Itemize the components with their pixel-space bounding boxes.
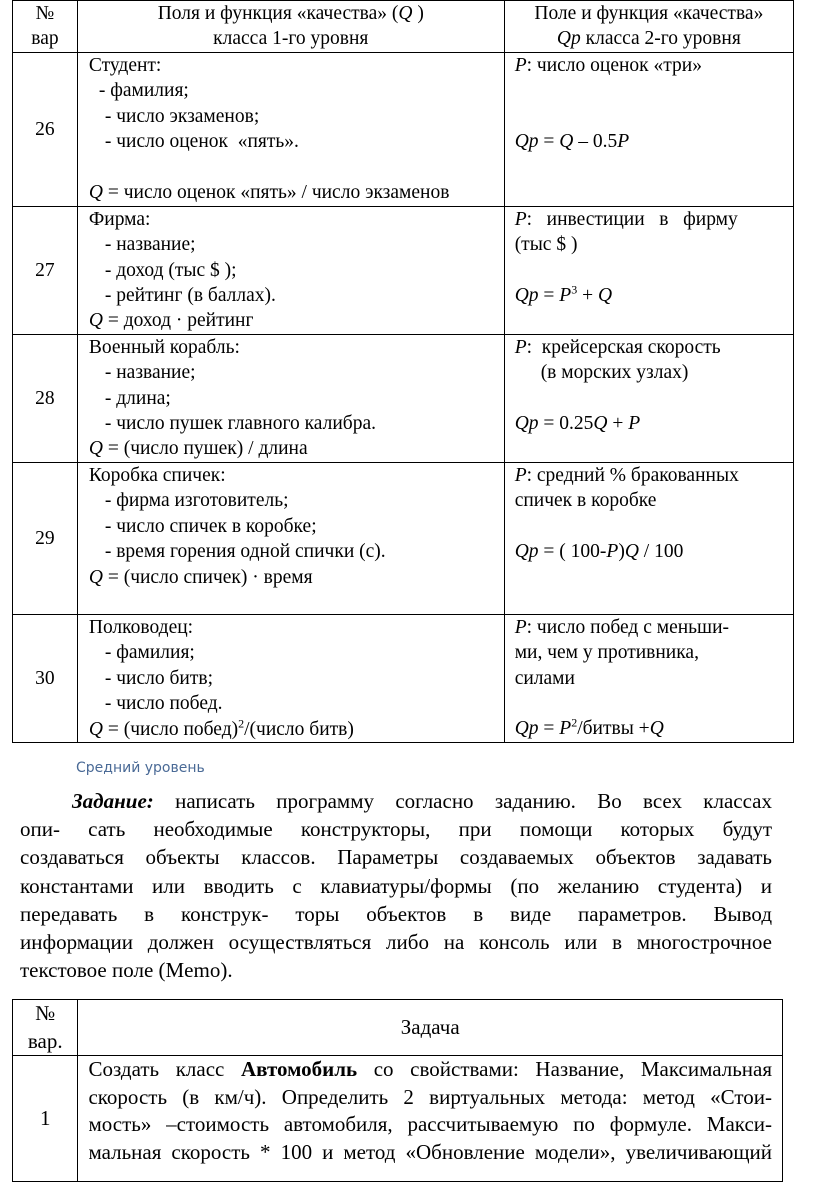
variant-number: 1	[13, 1056, 78, 1182]
header-task: Задача	[78, 1000, 783, 1056]
level2-description: P: число побед с меньши- ми, чем у противника, силами $Qp = P^2$/битвы +Q	[504, 614, 793, 742]
task-label: Задание:	[72, 789, 154, 813]
table-row	[13, 614, 794, 742]
header-level2-fields: Поле и функция «качества» Qp класса 2-го уровня	[504, 1, 793, 53]
table-row	[13, 334, 794, 462]
q-formula: Q = (число спичек) · время	[88, 566, 313, 588]
variant-number: 28	[13, 334, 78, 462]
qp-formula: Qp = ( 100-P)Q / 100	[514, 541, 684, 563]
header-level1-fields: Поля и функция «качества» (Q ) класса 1-го уровня	[77, 1, 504, 53]
qp-formula: $Qp = P^3 + Q$	[514, 282, 613, 307]
level2-description: P: средний % бракованных спичек в коробке Qp = ( 100-P)Q / 100	[504, 462, 793, 614]
header-variant-number: № вар	[13, 1, 78, 53]
level2-description: P: инвестиции в фирму (тыс $ ) $Qp = P^3 + Q$	[504, 206, 793, 334]
level2-description: P: число оценок «три» Qp = Q – 0.5P	[504, 52, 793, 206]
variant-number: 29	[13, 462, 78, 614]
task-description: Создать класс Автомобиль со свойствами: Название, Максимальная скорость (в км/ч). Определить 2 виртуальных метода: метод «Стои- мость» –стоимость автомобиля, рассчитываемую по формуле. Макси- мальная скорость * 100 и метод «Обновление модели», увеличивающий	[78, 1056, 783, 1182]
class-name: Автомобиль	[240, 1057, 358, 1082]
table-row	[13, 1056, 783, 1182]
level1-description: Фирма: - название; - доход (тыс $ ); - рейтинг (в баллах). Q = доход · рейтинг	[77, 206, 504, 334]
variant-number: 30	[13, 614, 78, 742]
table-row	[13, 52, 794, 206]
table-header-row	[13, 1000, 783, 1056]
header-variant-number: № вар.	[13, 1000, 78, 1056]
variant-number: 26	[13, 52, 78, 206]
level2-description: P: крейсерская скорость (в морских узлах) Qp = 0.25Q + P	[504, 334, 793, 462]
q-formula: Q = (число пушек) / длина	[88, 438, 308, 460]
task-paragraph: Задание: написать программу согласно заданию. Во всех классах опи- сать необходимые конструкторы, при помощи которых будут создаваться объекты классов. Параметры создаваемых объектов задавать константами или вводить с клавиатуры/формы (по желанию студента) и передавать в конструк- торы объектов в виде параметров. Вывод информации должен осуществляться либо на консоль или в многострочное текстовое поле (Memo).	[20, 789, 772, 983]
table-row	[13, 462, 794, 614]
qp-formula: $Qp = P^2$/битвы +Q	[514, 715, 664, 740]
table-header-row	[13, 1, 794, 53]
qp-formula: Qp = Q – 0.5P	[514, 131, 630, 152]
section-heading: Средний уровень	[76, 760, 205, 776]
tasks-table	[12, 999, 783, 1182]
qp-formula: Qp = 0.25Q + P	[514, 413, 641, 435]
level1-description: Коробка спичек: - фирма изготовитель; - число спичек в коробке; - время горения одной спички (с). Q = (число спичек) · время	[77, 462, 504, 614]
level1-description: Полководец: - фамилия; - число битв; - число побед. Q = (число побед)$^2$/(число битв)	[77, 614, 504, 742]
variant-number: 27	[13, 206, 78, 334]
variants-table	[12, 0, 794, 743]
level1-description: Студент: - фамилия; - число экзаменов; - число оценок «пять». Q = число оценок «пять» / число экзаменов	[77, 52, 504, 206]
q-formula: Q = число оценок «пять» / число экзаменов	[88, 181, 450, 203]
q-formula: Q = доход · рейтинг	[88, 310, 254, 332]
level1-description: Военный корабль: - название; - длина; - число пушек главного калибра. Q = (число пушек) / длина	[77, 334, 504, 462]
q-formula: Q = (число побед)$^2$/(число битв)	[88, 716, 354, 740]
table-row	[13, 206, 794, 334]
